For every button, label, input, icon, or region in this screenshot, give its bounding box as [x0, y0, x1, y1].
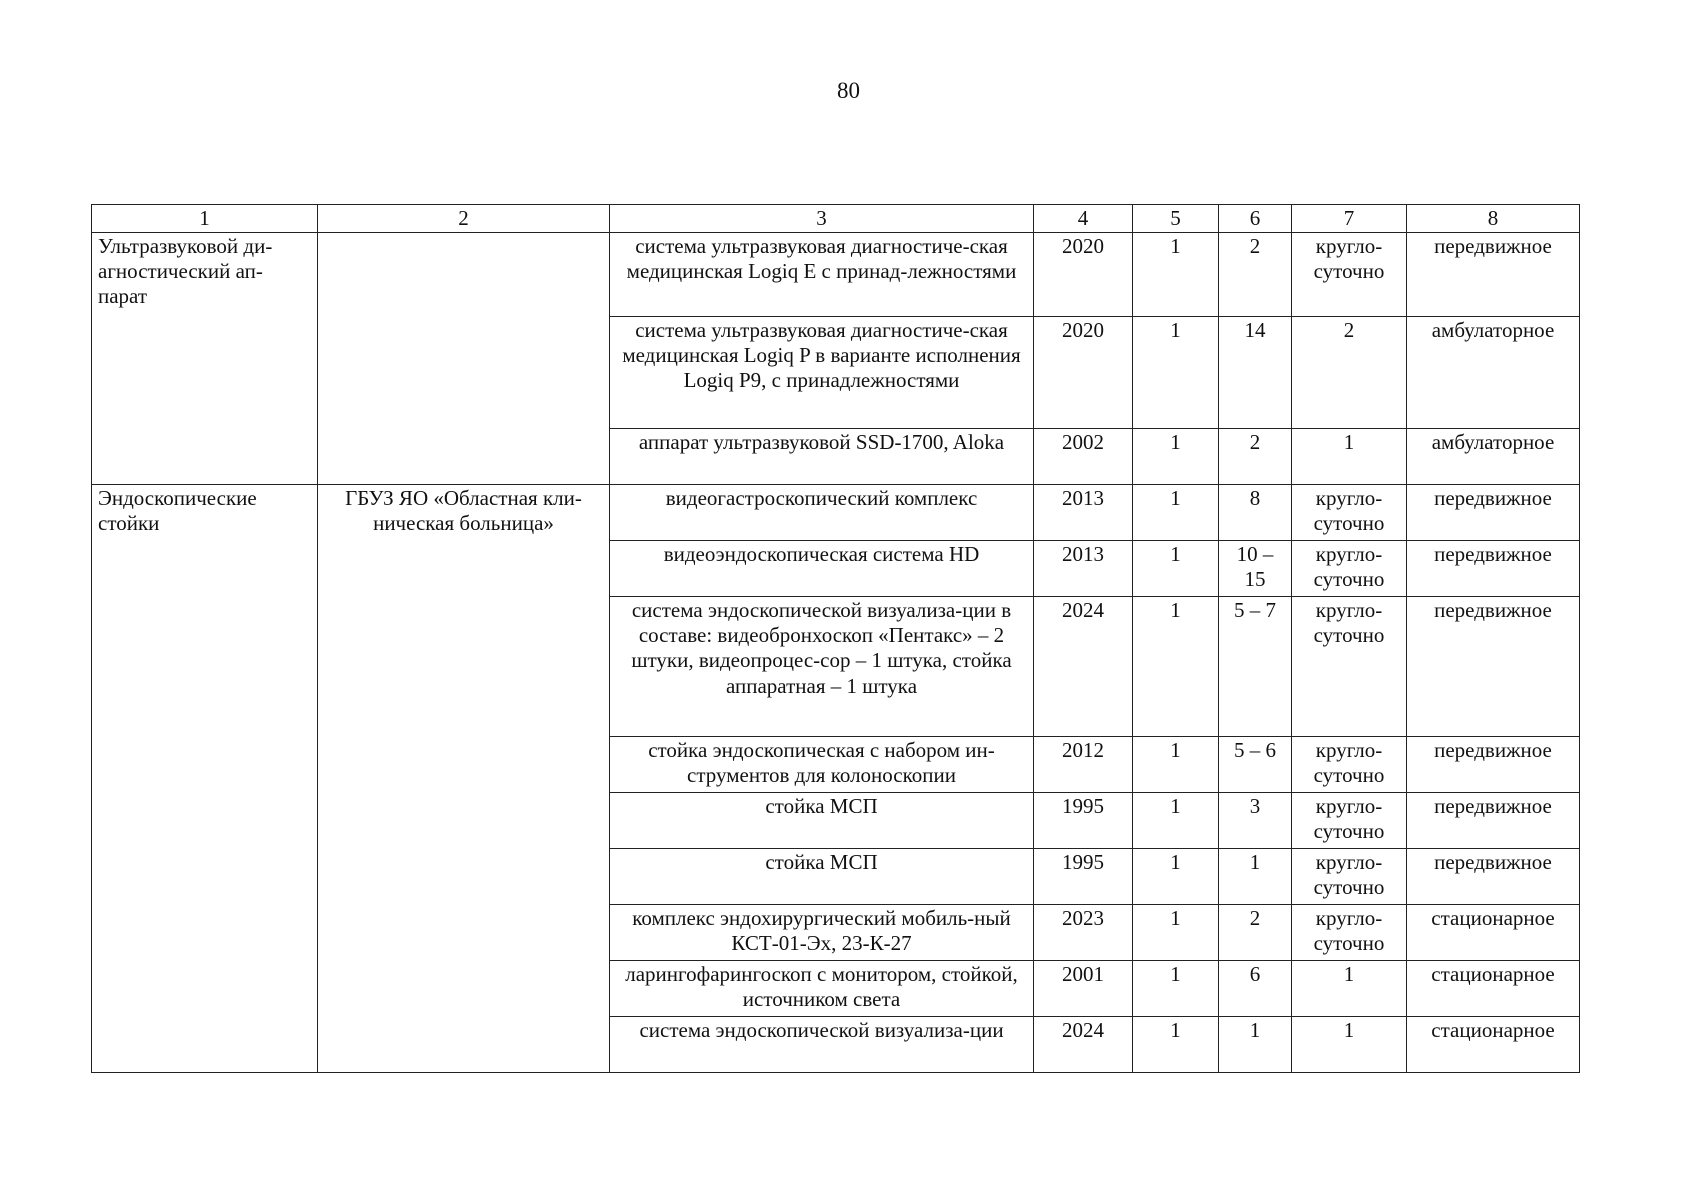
quantity-cell: 1 [1133, 961, 1219, 1017]
column-6-cell: 2 [1219, 429, 1292, 485]
equipment-type-cell: передвижное [1407, 541, 1580, 597]
quantity-cell: 1 [1133, 541, 1219, 597]
year-cell: 2001 [1034, 961, 1133, 1017]
equipment-type-cell: передвижное [1407, 849, 1580, 905]
column-6-cell: 3 [1219, 793, 1292, 849]
column-7-cell: кругло-суточно [1292, 905, 1407, 961]
quantity-cell: 1 [1133, 485, 1219, 541]
year-cell: 2012 [1034, 737, 1133, 793]
column-6-cell: 2 [1219, 905, 1292, 961]
column-7-cell: кругло-суточно [1292, 541, 1407, 597]
year-cell: 2013 [1034, 541, 1133, 597]
column-6-cell: 5 – 6 [1219, 737, 1292, 793]
column-7-cell: кругло-суточно [1292, 233, 1407, 317]
equipment-type-cell: стационарное [1407, 905, 1580, 961]
column-7-cell: кругло-суточно [1292, 485, 1407, 541]
column-7-cell: 1 [1292, 1017, 1407, 1073]
quantity-cell: 1 [1133, 233, 1219, 317]
column-header: 2 [318, 205, 610, 233]
quantity-cell: 1 [1133, 317, 1219, 429]
equipment-type-cell: передвижное [1407, 597, 1580, 737]
equipment-type-cell: амбулаторное [1407, 429, 1580, 485]
quantity-cell: 1 [1133, 737, 1219, 793]
equipment-name-cell: стойка МСП [610, 849, 1034, 905]
quantity-cell: 1 [1133, 597, 1219, 737]
year-cell: 2020 [1034, 317, 1133, 429]
equipment-name-cell: комплекс эндохирургический мобиль-ный КСТ-01-Эх, 23-К-27 [610, 905, 1034, 961]
year-cell: 2020 [1034, 233, 1133, 317]
quantity-cell: 1 [1133, 793, 1219, 849]
quantity-cell: 1 [1133, 905, 1219, 961]
column-header: 8 [1407, 205, 1580, 233]
column-7-cell: 2 [1292, 317, 1407, 429]
quantity-cell: 1 [1133, 1017, 1219, 1073]
year-cell: 2024 [1034, 597, 1133, 737]
column-7-cell: кругло-суточно [1292, 737, 1407, 793]
column-header: 3 [610, 205, 1034, 233]
column-6-cell: 6 [1219, 961, 1292, 1017]
year-cell: 1995 [1034, 849, 1133, 905]
equipment-name-cell: аппарат ультразвуковой SSD-1700, Aloka [610, 429, 1034, 485]
category-cell: Эндоскопические стойки [92, 485, 318, 1073]
column-header: 6 [1219, 205, 1292, 233]
year-cell: 2013 [1034, 485, 1133, 541]
column-6-cell: 2 [1219, 233, 1292, 317]
column-6-cell: 5 – 7 [1219, 597, 1292, 737]
table-row [92, 233, 1580, 317]
equipment-name-cell: система эндоскопической визуализа-ции в составе: видеобронхоскоп «Пентакс» – 2 штуки, видеопроцес-сор – 1 штука, стойка аппаратная – 1 штука [610, 597, 1034, 737]
column-header: 1 [92, 205, 318, 233]
equipment-type-cell: передвижное [1407, 233, 1580, 317]
column-6-cell: 14 [1219, 317, 1292, 429]
column-7-cell: 1 [1292, 961, 1407, 1017]
organization-cell: ГБУЗ ЯО «Областная кли-ническая больница» [318, 485, 610, 1073]
column-6-cell: 10 – 15 [1219, 541, 1292, 597]
equipment-type-cell: стационарное [1407, 961, 1580, 1017]
equipment-name-cell: стойка эндоскопическая с набором ин-струментов для колоноскопии [610, 737, 1034, 793]
column-header: 5 [1133, 205, 1219, 233]
quantity-cell: 1 [1133, 849, 1219, 905]
organization-cell [318, 233, 610, 485]
equipment-type-cell: стационарное [1407, 1017, 1580, 1073]
equipment-name-cell: система эндоскопической визуализа-ции [610, 1017, 1034, 1073]
column-6-cell: 1 [1219, 1017, 1292, 1073]
column-header: 4 [1034, 205, 1133, 233]
column-6-cell: 8 [1219, 485, 1292, 541]
equipment-name-cell: система ультразвуковая диагностиче-ская медицинская Logiq E с принад-лежностями [610, 233, 1034, 317]
page-number: 80 [837, 78, 860, 103]
table-row [92, 485, 1580, 541]
column-7-cell: кругло-суточно [1292, 793, 1407, 849]
quantity-cell: 1 [1133, 429, 1219, 485]
column-6-cell: 1 [1219, 849, 1292, 905]
equipment-type-cell: передвижное [1407, 485, 1580, 541]
year-cell: 1995 [1034, 793, 1133, 849]
column-7-cell: кругло-суточно [1292, 849, 1407, 905]
header-row [92, 205, 1580, 233]
equipment-type-cell: амбулаторное [1407, 317, 1580, 429]
year-cell: 2023 [1034, 905, 1133, 961]
equipment-name-cell: ларингофарингоскоп с монитором, стойкой, источником света [610, 961, 1034, 1017]
equipment-type-cell: передвижное [1407, 793, 1580, 849]
equipment-name-cell: видеогастроскопический комплекс [610, 485, 1034, 541]
equipment-table [91, 204, 1580, 1073]
column-7-cell: кругло-суточно [1292, 597, 1407, 737]
year-cell: 2024 [1034, 1017, 1133, 1073]
equipment-name-cell: видеоэндоскопическая система HD [610, 541, 1034, 597]
column-header: 7 [1292, 205, 1407, 233]
category-cell: Ультразвуковой ди-агностический ап-парат [92, 233, 318, 485]
equipment-name-cell: стойка МСП [610, 793, 1034, 849]
equipment-type-cell: передвижное [1407, 737, 1580, 793]
year-cell: 2002 [1034, 429, 1133, 485]
equipment-name-cell: система ультразвуковая диагностиче-ская медицинская Logiq P в варианте исполнения Logiq P9, с принадлежностями [610, 317, 1034, 429]
column-7-cell: 1 [1292, 429, 1407, 485]
